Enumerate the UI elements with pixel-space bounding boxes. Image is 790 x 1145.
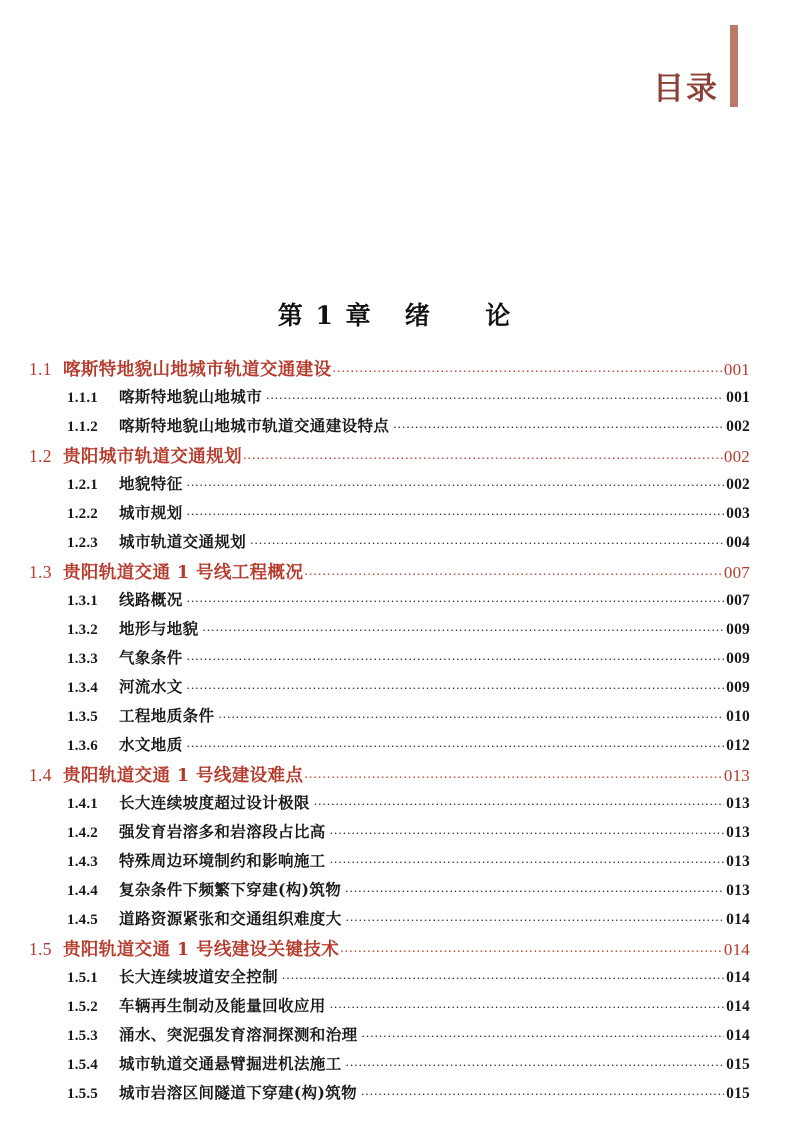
toc-entry-level1[interactable] [0, 559, 790, 588]
toc-entry-number: 1.5.1 [67, 970, 98, 986]
toc-entry-level2[interactable] [0, 820, 790, 849]
toc-entry-level2[interactable] [0, 907, 790, 936]
toc-entry-label: 地貌特征 [119, 474, 183, 493]
toc-entry-number: 1.2.2 [67, 506, 98, 522]
toc-entry-label: 特殊周边环境制约和影响施工 [119, 851, 326, 870]
toc-entry-page-number: 012 [726, 737, 750, 754]
toc-entry-number: 1.5.4 [67, 1057, 98, 1073]
toc-entry-label: 长大连续坡道安全控制 [119, 967, 279, 986]
toc-entry-page-number: 014 [726, 969, 750, 986]
toc-entry-label: 贵阳轨道交通 1 号线建设关键技术 [63, 940, 340, 960]
toc-entry-number: 1.2 [29, 446, 52, 466]
toc-entry-level2[interactable] [0, 1023, 790, 1052]
toc-entry-label: 喀斯特地貌山地城市轨道交通建设 [63, 360, 332, 380]
toc-entry-level2[interactable] [0, 501, 790, 530]
toc-leader-dots [361, 1083, 724, 1099]
toc-leader-dots [243, 448, 723, 464]
toc-entry-label: 喀斯特地貌山地城市轨道交通建设特点 [119, 416, 390, 435]
toc-entry-label: 涌水、突泥强发育溶洞探测和治理 [119, 1025, 358, 1044]
toc-entry-level2[interactable] [0, 704, 790, 733]
toc-entry-label: 城市岩溶区间隧道下穿建(构)筑物 [119, 1083, 358, 1102]
toc-entry-level2[interactable] [0, 617, 790, 646]
chapter-title: 第 1 章 绪 论 [277, 301, 513, 330]
toc-entry-page-number: 001 [723, 360, 750, 379]
toc-entry-number: 1.3.3 [67, 651, 98, 667]
toc-entry-label: 城市轨道交通规划 [119, 532, 247, 551]
toc-entry-number: 1.3.4 [67, 680, 98, 696]
toc-entry-level2[interactable] [0, 1052, 790, 1081]
toc-entry-page-number: 002 [723, 447, 750, 466]
toc-entry-label: 水文地质 [119, 735, 183, 754]
toc-entry-level2[interactable] [0, 588, 790, 617]
toc-entry-number: 1.3.1 [67, 593, 98, 609]
toc-entry-number: 1.4.2 [67, 825, 98, 841]
toc-entry-page-number: 013 [726, 824, 750, 841]
toc-entry-page-number: 013 [723, 766, 750, 785]
toc-entry-level2[interactable] [0, 878, 790, 907]
toc-entry-page-number: 015 [726, 1056, 750, 1073]
toc-leader-dots [266, 387, 724, 403]
toc-entry-label: 强发育岩溶多和岩溶段占比高 [119, 822, 326, 841]
page-header [0, 0, 790, 140]
toc-entry-page-number: 007 [726, 592, 750, 609]
toc-entry-page-number: 014 [723, 940, 750, 959]
toc-entry-level1[interactable] [0, 443, 790, 472]
toc-entry-page-number: 001 [726, 389, 750, 406]
toc-entry-level2[interactable] [0, 530, 790, 559]
toc-leader-dots [393, 416, 724, 432]
header-vertical-rule [730, 25, 738, 107]
toc-entry-number: 1.4 [29, 765, 52, 785]
toc-entry-level1[interactable] [0, 356, 790, 385]
toc-leader-dots [333, 361, 723, 377]
toc-entry-level2[interactable] [0, 472, 790, 501]
toc-entry-number: 1.1.1 [67, 390, 98, 406]
toc-entry-number: 1.1.2 [67, 419, 98, 435]
toc-entry-number: 1.4.4 [67, 883, 98, 899]
toc-leader-dots [330, 996, 724, 1012]
toc-entry-label: 贵阳轨道交通 1 号线建设难点 [63, 766, 304, 786]
toc-entry-label: 城市规划 [119, 503, 183, 522]
toc-entry-label: 贵阳轨道交通 1 号线工程概况 [63, 563, 304, 583]
toc-leader-dots [187, 503, 725, 519]
toc-leader-dots [346, 1054, 725, 1070]
toc-leader-dots [330, 822, 724, 838]
toc-entry-level2[interactable] [0, 385, 790, 414]
toc-entry-page-number: 014 [726, 998, 750, 1015]
toc-entry-page-number: 013 [726, 795, 750, 812]
toc-leader-dots [187, 590, 725, 606]
toc-entry-number: 1.4.1 [67, 796, 98, 812]
toc-entry-number: 1.5 [29, 939, 52, 959]
toc-entry-number: 1.3.2 [67, 622, 98, 638]
toc-entry-label: 喀斯特地貌山地城市 [119, 387, 263, 406]
toc-entry-page-number: 009 [726, 621, 750, 638]
toc-leader-dots [304, 767, 723, 783]
toc-leader-dots [187, 735, 725, 751]
toc-entry-page-number: 014 [726, 911, 750, 928]
toc-entry-page-number: 002 [726, 418, 750, 435]
toc-entry-page-number: 014 [726, 1027, 750, 1044]
header-inner [653, 25, 738, 107]
toc-entry-label: 气象条件 [119, 648, 183, 667]
toc-entry-level2[interactable] [0, 965, 790, 994]
toc-entry-level2[interactable] [0, 646, 790, 675]
toc-entry-level1[interactable] [0, 936, 790, 965]
toc-entry-number: 1.2.1 [67, 477, 98, 493]
toc-entry-label: 城市轨道交通悬臂掘进机法施工 [119, 1054, 342, 1073]
toc-leader-dots [340, 941, 723, 957]
toc-entry-page-number: 003 [726, 505, 750, 522]
toc-entry-page-number: 010 [726, 708, 750, 725]
toc-entry-page-number: 009 [726, 650, 750, 667]
toc-entry-label: 车辆再生制动及能量回收应用 [119, 996, 326, 1015]
toc-entry-number: 1.1 [29, 359, 52, 379]
toc-entry-level1[interactable] [0, 762, 790, 791]
toc-entry-number: 1.5.5 [67, 1086, 98, 1102]
toc-leader-dots [282, 967, 724, 983]
toc-entry-label: 工程地质条件 [119, 706, 215, 725]
toc-entry-number: 1.3.6 [67, 738, 98, 754]
table-of-contents [0, 356, 790, 1110]
toc-leader-dots [362, 1025, 725, 1041]
toc-entry-number: 1.5.3 [67, 1028, 98, 1044]
toc-entry-label: 地形与地貌 [119, 619, 199, 638]
toc-entry-label: 道路资源紧张和交通组织难度大 [119, 909, 342, 928]
toc-entry-page-number: 013 [726, 882, 750, 899]
toc-entry-level2[interactable] [0, 791, 790, 820]
toc-entry-page-number: 007 [723, 563, 750, 582]
toc-leader-dots [187, 677, 725, 693]
toc-entry-page-number: 004 [726, 534, 750, 551]
toc-entry-label: 线路概况 [119, 590, 183, 609]
toc-entry-number: 1.4.5 [67, 912, 98, 928]
toc-leader-dots [345, 880, 724, 896]
toc-entry-number: 1.4.3 [67, 854, 98, 870]
toc-entry-number: 1.3.5 [67, 709, 98, 725]
toc-leader-dots [304, 564, 723, 580]
toc-leader-dots [314, 793, 724, 809]
toc-entry-page-number: 015 [726, 1085, 750, 1102]
toc-entry-label: 河流水文 [119, 677, 183, 696]
toc-entry-number: 1.2.3 [67, 535, 98, 551]
toc-entry-page-number: 002 [726, 476, 750, 493]
toc-leader-dots [218, 706, 724, 722]
toc-leader-dots [187, 648, 725, 664]
toc-leader-dots [250, 532, 724, 548]
toc-entry-level2[interactable] [0, 733, 790, 762]
toc-leader-dots [203, 619, 725, 635]
toc-entry-label: 贵阳城市轨道交通规划 [63, 447, 242, 467]
toc-entry-level2[interactable] [0, 849, 790, 878]
toc-entry-number: 1.3 [29, 562, 52, 582]
toc-entry-level2[interactable] [0, 675, 790, 704]
page-header-title: 目录 [653, 71, 719, 107]
toc-entry-label: 长大连续坡度超过设计极限 [119, 793, 310, 812]
toc-leader-dots [330, 851, 724, 867]
toc-entry-level2[interactable] [0, 1081, 790, 1110]
toc-leader-dots [187, 474, 725, 490]
toc-entry-page-number: 013 [726, 853, 750, 870]
toc-leader-dots [346, 909, 725, 925]
toc-entry-level2[interactable] [0, 414, 790, 443]
toc-entry-number: 1.5.2 [67, 999, 98, 1015]
toc-entry-level2[interactable] [0, 994, 790, 1023]
toc-entry-page-number: 009 [726, 679, 750, 696]
toc-entry-label: 复杂条件下频繁下穿建(构)筑物 [119, 880, 342, 899]
